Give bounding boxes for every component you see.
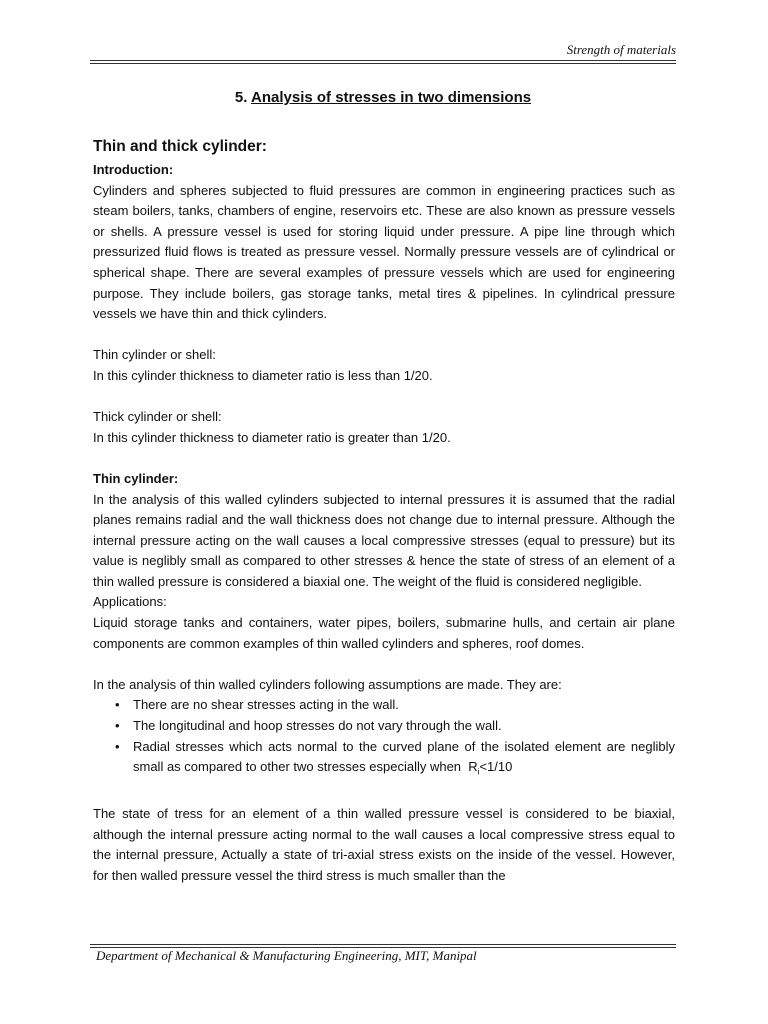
spacer [93, 325, 675, 346]
chapter-title-text: Analysis of stresses in two dimensions [251, 89, 532, 106]
bullet-icon: • [115, 718, 120, 734]
list-item-text: There are no shear stresses acting in the wall. [133, 697, 399, 713]
list-item-text: The longitudinal and hoop stresses do not vary through the wall. [133, 718, 502, 734]
list-item [115, 737, 675, 784]
footer-rule [90, 944, 676, 945]
spacer [93, 387, 675, 408]
applications-label: Applications: [93, 594, 167, 610]
bullet-icon: • [115, 738, 120, 754]
header-rule [90, 60, 676, 61]
ratio-rest: <1/10 [479, 759, 513, 775]
spacer [93, 448, 675, 469]
assumptions-list [93, 695, 675, 783]
running-header: Strength of materials [566, 42, 676, 57]
list-item [115, 695, 675, 716]
header-rule-double [90, 63, 676, 64]
applications-paragraph: Liquid storage tanks and containers, water pipes, boilers, submarine hulls, and certain air plane components are common examples of thin walled cylinders and spheres, roof domes. [93, 615, 675, 651]
section-heading: Thin and thick cylinder: [93, 138, 267, 155]
body-content [93, 136, 675, 886]
intro-heading: Introduction: [93, 162, 174, 177]
thin-cylinder-heading: Thin cylinder: [93, 470, 179, 486]
spacer [93, 783, 675, 804]
list-item-text: Radial stresses which acts normal to the curved plane of the isolated element are neglibly small as compared to other two stresses especially when [133, 738, 675, 775]
assumptions-intro: In the analysis of thin walled cylinders following assumptions are made. They are: [93, 676, 562, 692]
thick-definition-text: In this cylinder thickness to diameter ratio is greater than 1/20. [93, 429, 451, 445]
running-footer: Department of Mechanical & Manufacturing Engineering, MIT, Manipal [96, 948, 477, 963]
thin-cylinder-paragraph: In the analysis of this walled cylinders subjected to internal pressures it is assumed that the radial planes remains radial and the wall thickness does not change due to internal pressure. Although the internal pressure acting on the wall causes a local compressive stresses (equal to pressure) but its value is neglibly small as compared to other stresses & hence the state of stress of an element of a thin walled pressure is considered a biaxial one. The weight of the fluid is considered negligible. [93, 491, 675, 589]
thin-definition-text: In this cylinder thickness to diameter ratio is less than 1/20. [93, 367, 433, 383]
bullet-icon: • [115, 697, 120, 713]
thick-definition-label: Thick cylinder or shell: [93, 409, 222, 425]
spacer [93, 654, 675, 675]
biaxial-paragraph: The state of tress for an element of a thin walled pressure vessel is considered to be biaxial, although the internal pressure acting normal to the wall causes a local compressive stress equal to the internal pressure, Actually a state of tri-axial stress exists on the inside of the vessel. However, for then walled pressure vessel the third stress is much smaller than the [93, 806, 675, 883]
ratio-subscript: i [477, 767, 480, 777]
thin-definition-label: Thin cylinder or shell: [93, 347, 216, 363]
ratio-base: R [468, 759, 478, 775]
intro-paragraph: Cylinders and spheres subjected to fluid pressures are common in engineering practices such as steam boilers, tanks, chambers of engine, reservoirs etc. These are also known as pressure vessels or shells. A pressure vessel is used for storing liquid under pressure. A pipe line through which pressurized fluid flows is treated as pressure vessel. Normally pressure vessels are of cylindrical or spherical shape. There are several examples of pressure vessels which are used for engineering purpose. They include boilers, gas storage tanks, metal tires & pipelines. In cylindrical pressure vessels we have thin and thick cylinders. [93, 182, 675, 322]
ratio-expression [465, 759, 513, 777]
chapter-title [90, 89, 676, 106]
chapter-number: 5. [234, 89, 248, 106]
list-item [115, 716, 675, 737]
